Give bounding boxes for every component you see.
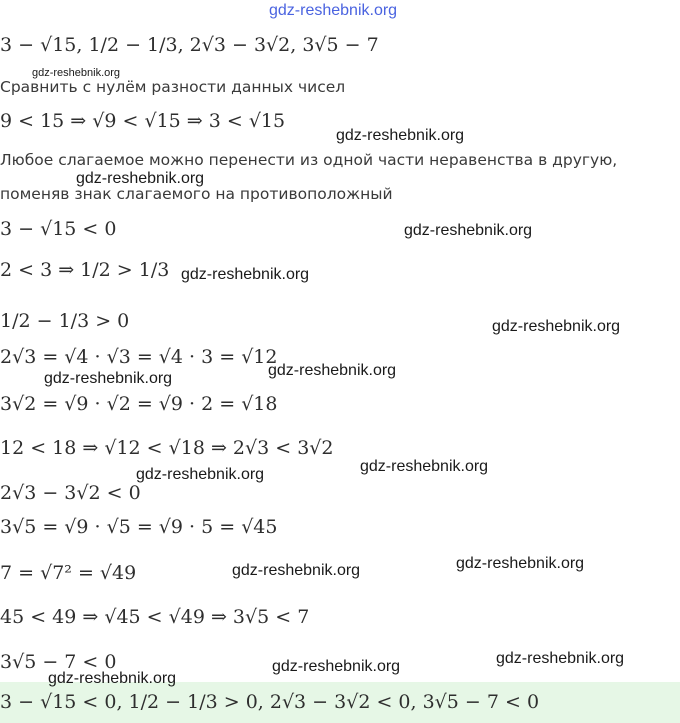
step-compare-2-3: 2 < 3 ⇒ 1/2 > 1/3 xyxy=(0,259,170,281)
watermark: gdz-reshebnik.org xyxy=(181,266,310,283)
watermark: gdz-reshebnik.org xyxy=(496,650,625,667)
watermark: gdz-reshebnik.org xyxy=(404,222,533,239)
step-3sqrt5: 3√5 = √9 · √5 = √9 · 5 = √45 xyxy=(0,516,278,538)
watermark: gdz-reshebnik.org xyxy=(268,362,397,379)
final-answer: 3 − √15 < 0, 1/2 − 1/3 > 0, 2√3 − 3√2 < 0, 3√5 − 7 < 0 xyxy=(0,691,540,713)
watermark-top: gdz-reshebnik.org xyxy=(269,2,398,19)
step-7: 7 = √7² = √49 xyxy=(0,562,137,584)
watermark: gdz-reshebnik.org xyxy=(492,318,621,335)
watermark: gdz-reshebnik.org xyxy=(136,466,265,483)
step-compare-12-18: 12 < 18 ⇒ √12 < √18 ⇒ 2√3 < 3√2 xyxy=(0,437,334,459)
watermark: gdz-reshebnik.org xyxy=(456,555,585,572)
result-1: 3 − √15 < 0 xyxy=(0,218,117,240)
watermark: gdz-reshebnik.org xyxy=(336,127,465,144)
watermark: gdz-reshebnik.org xyxy=(32,67,121,79)
rule-text-2: поменяв знак слагаемого на противоположный xyxy=(0,185,393,203)
watermark: gdz-reshebnik.org xyxy=(232,562,361,579)
watermark: gdz-reshebnik.org xyxy=(272,658,401,675)
step-compare-45-49: 45 < 49 ⇒ √45 < √49 ⇒ 3√5 < 7 xyxy=(0,606,310,628)
step-2sqrt3: 2√3 = √4 · √3 = √4 · 3 = √12 xyxy=(0,346,278,368)
watermark: gdz-reshebnik.org xyxy=(44,370,173,387)
rule-text-1: Любое слагаемое можно перенести из одной части неравенства в другую, xyxy=(0,151,618,169)
result-3: 2√3 − 3√2 < 0 xyxy=(0,482,141,504)
watermark: gdz-reshebnik.org xyxy=(76,170,205,187)
step-3sqrt2: 3√2 = √9 · √2 = √9 · 2 = √18 xyxy=(0,393,278,415)
result-2: 1/2 − 1/3 > 0 xyxy=(0,310,130,332)
result-4: 3√5 − 7 < 0 xyxy=(0,651,117,673)
watermark: gdz-reshebnik.org xyxy=(48,670,177,687)
step-compare-9-15: 9 < 15 ⇒ √9 < √15 ⇒ 3 < √15 xyxy=(0,110,286,132)
given-expressions: 3 − √15, 1/2 − 1/3, 2√3 − 3√2, 3√5 − 7 xyxy=(0,34,379,56)
watermark: gdz-reshebnik.org xyxy=(360,458,489,475)
instruction-text: Сравнить с нулём разности данных чисел xyxy=(0,78,346,96)
